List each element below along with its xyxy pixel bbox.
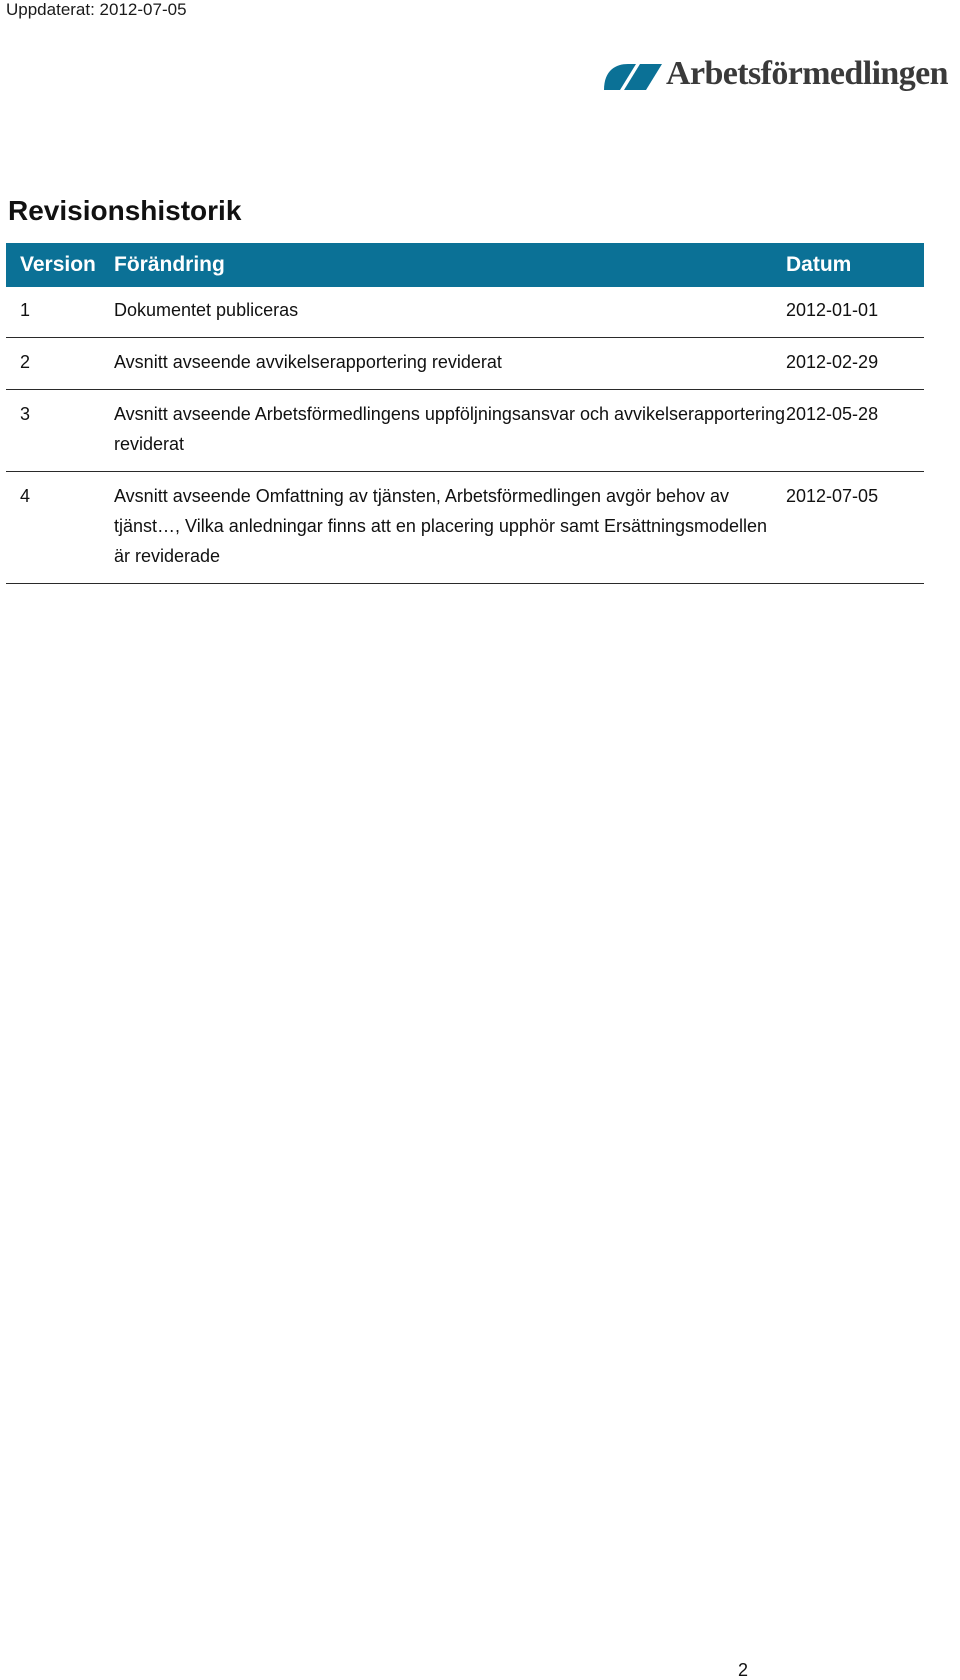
column-header-date: Datum bbox=[786, 243, 924, 287]
updated-date: Uppdaterat: 2012-07-05 bbox=[6, 0, 187, 19]
cell-change: Avsnitt avseende avvikelserapportering reviderat bbox=[114, 338, 786, 390]
cell-version: 1 bbox=[6, 287, 114, 338]
column-header-version: Version bbox=[6, 243, 114, 287]
arbetsformedlingen-logo bbox=[602, 56, 958, 102]
page-title: Revisionshistorik bbox=[8, 195, 242, 226]
cell-date: 2012-01-01 bbox=[786, 287, 924, 338]
cell-date: 2012-02-29 bbox=[786, 338, 924, 390]
cell-change: Avsnitt avseende Arbetsförmedlingens uppföljningsansvar och avvikelserapportering reviderat bbox=[114, 390, 786, 472]
cell-version: 3 bbox=[6, 390, 114, 472]
cell-change: Dokumentet publiceras bbox=[114, 287, 786, 338]
column-header-change: Förändring bbox=[114, 243, 786, 287]
cell-date: 2012-05-28 bbox=[786, 390, 924, 472]
table-row bbox=[6, 472, 924, 584]
table-row bbox=[6, 338, 924, 390]
table-row bbox=[6, 287, 924, 338]
table-row bbox=[6, 390, 924, 472]
table-header-row bbox=[6, 243, 924, 287]
cell-date: 2012-07-05 bbox=[786, 472, 924, 584]
logo-wordmark: Arbetsförmedlingen bbox=[666, 55, 948, 92]
cell-change: Avsnitt avseende Omfattning av tjänsten, Arbetsförmedlingen avgör behov av tjänst…, Vilka anledningar finns att en placering upphör samt Ersättningsmodellen är reviderade bbox=[114, 472, 786, 584]
page-number: 2 bbox=[738, 1660, 749, 1680]
cell-version: 4 bbox=[6, 472, 114, 584]
cell-version: 2 bbox=[6, 338, 114, 390]
revision-history-table bbox=[6, 243, 924, 584]
logo-mark-icon bbox=[602, 60, 664, 94]
